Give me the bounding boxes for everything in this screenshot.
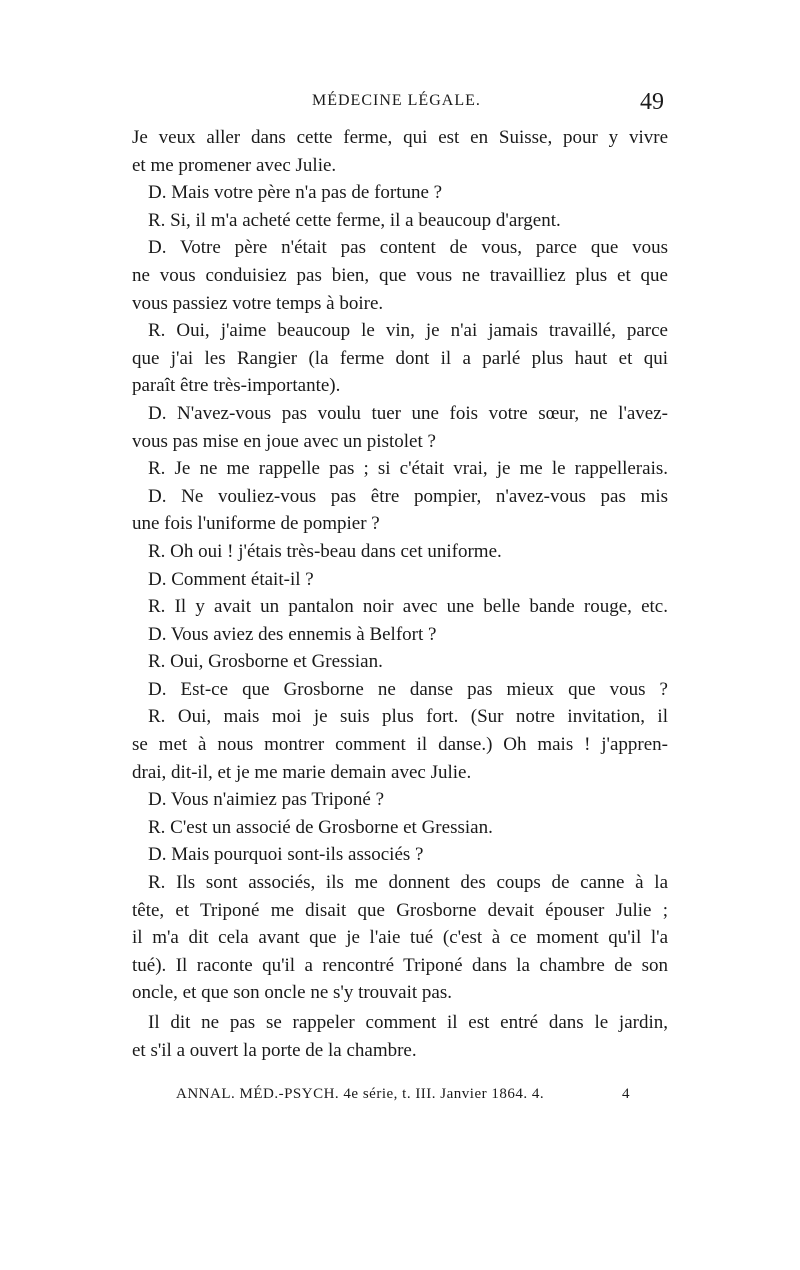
text-line: R. Si, il m'a acheté cette ferme, il a beaucoup d'argent.	[148, 209, 561, 231]
text-line: R. Je ne me rappelle pas ; si c'était vrai, je me le rappellerais.	[148, 458, 668, 480]
signature-mark: 4	[622, 1086, 630, 1102]
text-line: D. Est-ce que Grosborne ne danse pas mieux que vous ?	[148, 678, 668, 700]
text-line: drai, dit-il, et je me marie demain avec Julie.	[132, 761, 472, 783]
text-line: D. N'avez-vous pas voulu tuer une fois votre sœur, ne l'avez-	[148, 402, 668, 424]
text-line: D. Mais votre père n'a pas de fortune ?	[148, 182, 443, 204]
footer-citation: ANNAL. MÉD.-PSYCH. 4e série, t. III. Janvier 1864. 4.	[176, 1086, 545, 1102]
text-line: R. Ils sont associés, ils me donnent des coups de canne à la	[148, 872, 668, 894]
text-line: vous passiez votre temps à boire.	[132, 292, 384, 314]
text-line: tête, et Triponé me disait que Grosborne devait épouser Julie ;	[132, 899, 668, 921]
page-header	[0, 89, 800, 118]
text-line: que j'ai les Rangier (la ferme dont il a parlé plus haut et qui	[132, 347, 668, 369]
text-line: Il dit ne pas se rappeler comment il est entré dans le jardin,	[148, 1012, 668, 1033]
text-line: il m'a dit cela avant que je l'aie tué (c'est à ce moment qu'il l'a	[132, 927, 668, 949]
page-number: 49	[640, 89, 664, 115]
text-line: et s'il a ouvert la porte de la chambre.	[132, 1039, 417, 1061]
text-line: se met à nous montrer comment il danse.) Oh mais ! j'appren-	[132, 734, 668, 756]
text-line: R. Oui, j'aime beaucoup le vin, je n'ai jamais travaillé, parce	[148, 320, 668, 342]
running-title: MÉDECINE LÉGALE.	[312, 92, 481, 109]
text-line: R. C'est un associé de Grosborne et Gressian.	[148, 816, 493, 838]
text-line: ne vous conduisiez pas bien, que vous ne travailliez plus et que	[132, 264, 668, 286]
text-line: R. Oui, Grosborne et Gressian.	[148, 651, 383, 673]
text-line: D. Vous n'aimiez pas Triponé ?	[148, 789, 384, 811]
text-line: R. Oh oui ! j'étais très-beau dans cet uniforme.	[148, 540, 502, 562]
text-line: D. Mais pourquoi sont-ils associés ?	[148, 844, 424, 866]
text-line: Je veux aller dans cette ferme, qui est en Suisse, pour y vivre	[132, 127, 668, 148]
text-line: D. Ne vouliez-vous pas être pompier, n'avez-vous pas mis	[148, 485, 668, 507]
text-line: D. Votre père n'était pas content de vous, parce que vous	[148, 237, 668, 259]
text-line: D. Comment était-il ?	[148, 568, 314, 590]
text-line: et me promener avec Julie.	[132, 154, 337, 176]
text-line: vous pas mise en joue avec un pistolet ?	[132, 430, 436, 452]
text-line: une fois l'uniforme de pompier ?	[132, 513, 380, 535]
text-line: oncle, et que son oncle ne s'y trouvait pas.	[132, 982, 453, 1004]
body-text	[132, 124, 668, 1064]
text-line: D. Vous aviez des ennemis à Belfort ?	[148, 623, 437, 645]
text-line: paraît être très-importante).	[132, 375, 341, 397]
text-line: tué). Il raconte qu'il a rencontré Triponé dans la chambre de son	[132, 954, 668, 976]
text-line: R. Oui, mais moi je suis plus fort. (Sur notre invitation, il	[148, 706, 668, 728]
text-line: R. Il y avait un pantalon noir avec une belle bande rouge, etc.	[148, 596, 668, 618]
